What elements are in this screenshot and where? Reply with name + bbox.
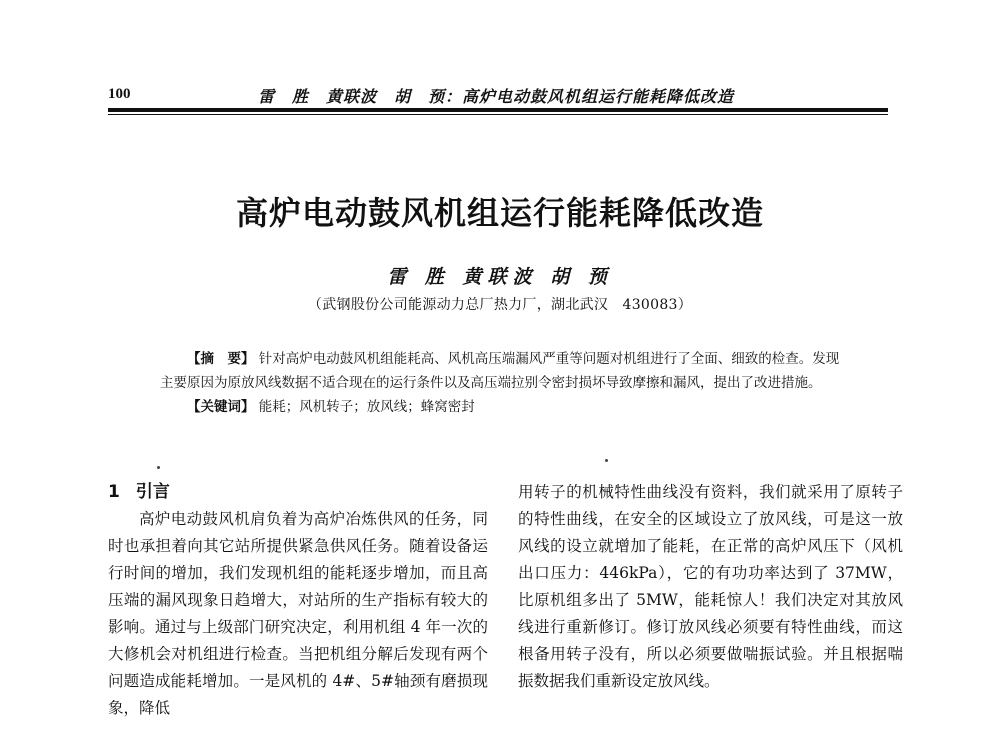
keywords-paragraph [160,395,840,419]
scan-speck [605,459,608,462]
abstract-block [160,347,840,419]
article-authors: 雷 胜 黄联波 胡 预 [387,266,613,288]
running-title: 雷 胜 黄联波 胡 预：高炉电动鼓风机组运行能耗降低改造 [258,87,735,106]
header-rule-thin [108,114,888,115]
abstract-text: 针对高炉电动鼓风机组能耗高、风机高压端漏风严重等问题对机组进行了全面、细致的检查。发现主要原因为原放风线数据不适合现在的运行条件以及高压端拉别令密封损坏导致摩擦和漏风，提出了改进措施。 [160,351,840,391]
abstract-paragraph [160,347,840,395]
article-title: 高炉电动鼓风机组运行能耗降低改造 [235,194,764,232]
section-heading [108,479,488,506]
header-rule-thick [108,108,888,112]
section-number: 1 [108,482,120,502]
article-affiliation: （武钢股份公司能源动力总厂热力厂，湖北武汉 430083） [307,297,693,313]
section-title: 引言 [135,482,170,502]
body-paragraph-continued: 用转子的机械特性曲线没有资料，我们就采用了原转子的特性曲线，在安全的区域设立了放风线，可是这一放风线的设立就增加了能耗，在正常的高炉风压下（风机出口压力：446kPa），它的有功功率达到了 37MW，比原机组多出了 5MW，能耗惊人！我们决定对其放风线进行重新修订。修订放风线必须要有特性曲线，而这根备用转子没有，所以必须要做喘振试验。并且根据喘振数据我们重新设定放风线。 [518,483,903,690]
body-paragraph: 高炉电动鼓风机肩负着为高炉冶炼供风的任务，同时也承担着向其它站所提供紧急供风任务。随着设备运行时间的增加，我们发现机组的能耗逐步增加，而且高压端的漏风现象日趋增大，对站所的生产指标有较大的影响。通过与上级部门研究决定，利用机组 4 年一次的大修机会对机组进行检查。当把机组分解后发现有两个问题造成能耗增加。一是风机的 4#、5#轴颈有磨损现象，降低 [108,510,488,717]
scan-speck [157,466,160,469]
keywords-text: 能耗；风机转子；放风线；蜂窝密封 [258,399,475,415]
abstract-label: 【摘 要】 [187,351,255,367]
page-number: 100 [108,86,131,102]
left-column [108,479,488,722]
keywords-label: 【关键词】 [187,399,255,415]
right-column [518,479,903,695]
